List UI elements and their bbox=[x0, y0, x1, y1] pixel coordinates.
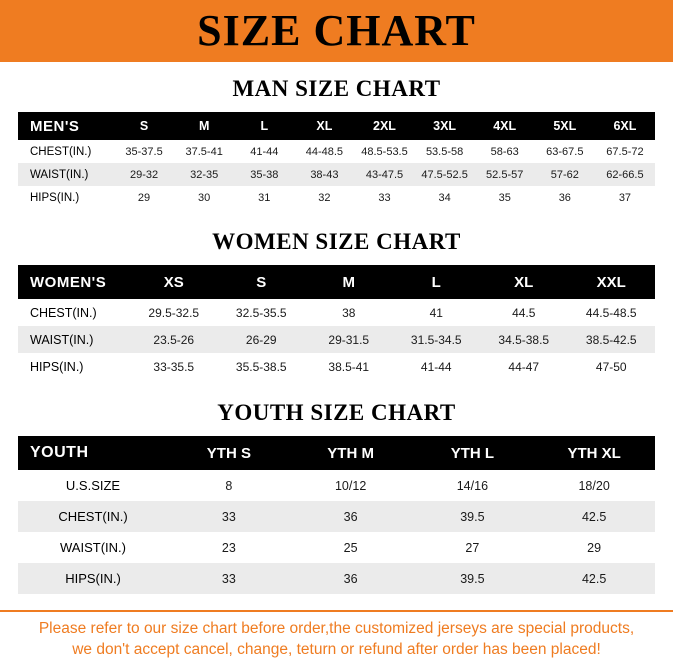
disclaimer-note bbox=[0, 610, 673, 669]
men-header-cell: XL bbox=[316, 119, 333, 133]
women-row-label: HIPS(IN.) bbox=[30, 359, 84, 374]
men-cell: 43-47.5 bbox=[365, 168, 404, 181]
women-row-label: CHEST(IN.) bbox=[30, 305, 97, 320]
men-cell: 35-38 bbox=[250, 168, 279, 181]
table-row bbox=[18, 299, 655, 326]
youth-cell: 29 bbox=[587, 540, 602, 555]
women-cell: 38.5-41 bbox=[328, 359, 370, 374]
men-cell: 32 bbox=[318, 191, 331, 204]
table-row bbox=[18, 186, 655, 209]
spacer-women bbox=[0, 255, 673, 265]
men-row-label: WAIST(IN.) bbox=[30, 168, 89, 181]
women-header-cell: XXL bbox=[596, 273, 626, 291]
women-header-cell: S bbox=[256, 273, 267, 291]
youth-cell: 36 bbox=[343, 509, 358, 524]
men-cell: 35 bbox=[498, 191, 511, 204]
women-row-label: WAIST(IN.) bbox=[30, 332, 94, 347]
men-cell: 52.5-57 bbox=[486, 168, 524, 181]
men-cell: 37.5-41 bbox=[185, 145, 223, 158]
men-cell: 48.5-53.5 bbox=[361, 145, 408, 158]
youth-header-cell: YTH L bbox=[450, 444, 495, 462]
men-cell: 31 bbox=[258, 191, 271, 204]
women-cell: 47-50 bbox=[595, 359, 627, 374]
men-table-body bbox=[18, 140, 655, 209]
youth-header-cell: YTH S bbox=[206, 444, 251, 462]
table-header-row bbox=[18, 112, 655, 140]
women-cell: 38 bbox=[342, 305, 356, 320]
men-cell: 58-63 bbox=[490, 145, 519, 158]
table-row bbox=[18, 563, 655, 594]
women-cell: 33-35.5 bbox=[153, 359, 195, 374]
youth-table-body bbox=[18, 470, 655, 594]
men-table-wrap bbox=[0, 112, 673, 209]
women-cell: 44.5 bbox=[512, 305, 536, 320]
men-header-cell: 3XL bbox=[433, 119, 457, 133]
youth-size-table bbox=[18, 436, 655, 594]
women-header-cell: XS bbox=[163, 273, 184, 291]
men-cell: 35-37.5 bbox=[125, 145, 163, 158]
table-row bbox=[18, 163, 655, 186]
men-cell: 44-48.5 bbox=[305, 145, 344, 158]
youth-cell: 18/20 bbox=[578, 478, 610, 493]
page-banner bbox=[0, 0, 673, 62]
spacer-women-top bbox=[0, 209, 673, 229]
spacer-top bbox=[0, 62, 673, 76]
women-section-heading: WOMEN SIZE CHART bbox=[212, 229, 461, 254]
page-title: SIZE CHART bbox=[197, 5, 476, 55]
women-cell: 41 bbox=[429, 305, 443, 320]
table-row bbox=[18, 532, 655, 563]
youth-row-label: CHEST(IN.) bbox=[58, 509, 128, 524]
table-header-row bbox=[18, 265, 655, 299]
table-row bbox=[18, 326, 655, 353]
women-header-cell: M bbox=[342, 273, 355, 291]
youth-cell: 14/16 bbox=[456, 478, 489, 493]
youth-cell: 25 bbox=[343, 540, 358, 555]
women-cell: 32.5-35.5 bbox=[235, 305, 287, 320]
spacer-men bbox=[0, 102, 673, 112]
men-header-cell: 4XL bbox=[493, 119, 517, 133]
men-cell: 32-35 bbox=[190, 168, 219, 181]
men-cell: 47.5-52.5 bbox=[421, 168, 468, 181]
women-header-cell: L bbox=[431, 273, 441, 291]
youth-cell: 42.5 bbox=[581, 509, 607, 524]
women-cell: 34.5-38.5 bbox=[498, 332, 550, 347]
women-cell: 35.5-38.5 bbox=[235, 359, 287, 374]
women-cell: 29-31.5 bbox=[328, 332, 370, 347]
women-cell: 41-44 bbox=[420, 359, 452, 374]
spacer-youth-top bbox=[0, 380, 673, 400]
men-cell: 34 bbox=[438, 191, 451, 204]
youth-cell: 33 bbox=[221, 509, 236, 524]
spacer-youth bbox=[0, 426, 673, 436]
women-size-table bbox=[18, 265, 655, 380]
men-cell: 37 bbox=[618, 191, 632, 204]
women-cell: 29.5-32.5 bbox=[148, 305, 200, 320]
women-cell: 23.5-26 bbox=[153, 332, 195, 347]
men-header-cell: M bbox=[198, 119, 210, 133]
women-table-head bbox=[18, 265, 655, 299]
men-cell: 29-32 bbox=[129, 168, 159, 181]
men-cell: 67.5-72 bbox=[606, 145, 644, 158]
youth-cell: 23 bbox=[221, 540, 236, 555]
youth-table-wrap bbox=[0, 436, 673, 594]
men-cell: 53.5-58 bbox=[425, 145, 464, 158]
men-cell: 33 bbox=[378, 191, 391, 204]
youth-row-label: U.S.SIZE bbox=[65, 478, 121, 493]
youth-cell: 10/12 bbox=[334, 478, 367, 493]
women-header-label: WOMEN'S bbox=[30, 273, 107, 291]
youth-cell: 36 bbox=[343, 571, 358, 586]
men-size-table bbox=[18, 112, 655, 209]
men-cell: 63-67.5 bbox=[546, 145, 584, 158]
youth-table-head bbox=[18, 436, 655, 470]
men-header-cell: 2XL bbox=[373, 119, 396, 133]
women-header-cell: XL bbox=[514, 273, 534, 291]
youth-cell: 33 bbox=[221, 571, 236, 586]
table-header-row bbox=[18, 436, 655, 470]
women-cell: 26-29 bbox=[245, 332, 277, 347]
youth-cell: 27 bbox=[465, 540, 480, 555]
table-row bbox=[18, 470, 655, 501]
men-cell: 29 bbox=[137, 191, 151, 204]
men-cell: 57-62 bbox=[550, 168, 579, 181]
men-cell: 41-44 bbox=[250, 145, 279, 158]
disclaimer-line-1: Please refer to our size chart before order,the customized jerseys are special products, bbox=[38, 620, 635, 638]
youth-cell: 39.5 bbox=[460, 571, 485, 586]
women-cell: 44-47 bbox=[508, 359, 540, 374]
men-header-label: MEN'S bbox=[30, 117, 80, 135]
men-header-cell: 5XL bbox=[553, 119, 577, 133]
men-table-head bbox=[18, 112, 655, 140]
men-cell: 30 bbox=[198, 191, 211, 204]
youth-row-label: HIPS(IN.) bbox=[65, 571, 121, 586]
youth-header-cell: YTH M bbox=[327, 444, 374, 462]
men-header-cell: S bbox=[139, 119, 149, 133]
men-cell: 38-43 bbox=[310, 168, 339, 181]
disclaimer-line-2: we don't accept cancel, change, teturn or refund after order has been placed! bbox=[72, 641, 601, 659]
table-row bbox=[18, 353, 655, 380]
table-row bbox=[18, 501, 655, 532]
men-section-heading: MAN SIZE CHART bbox=[232, 76, 441, 101]
men-cell: 62-66.5 bbox=[606, 168, 644, 181]
men-header-cell: 6XL bbox=[613, 119, 637, 133]
table-row bbox=[18, 140, 655, 163]
women-cell: 44.5-48.5 bbox=[585, 305, 637, 320]
men-row-label: HIPS(IN.) bbox=[30, 191, 80, 204]
men-header-cell: L bbox=[260, 119, 269, 133]
youth-cell: 42.5 bbox=[581, 571, 607, 586]
youth-cell: 8 bbox=[225, 478, 233, 493]
youth-header-cell: YTH XL bbox=[567, 444, 621, 462]
youth-row-label: WAIST(IN.) bbox=[60, 540, 126, 555]
youth-section-heading: YOUTH SIZE CHART bbox=[217, 400, 456, 425]
men-cell: 36 bbox=[558, 191, 571, 204]
women-cell: 38.5-42.5 bbox=[585, 332, 637, 347]
women-table-body bbox=[18, 299, 655, 380]
youth-cell: 39.5 bbox=[460, 509, 485, 524]
men-row-label: CHEST(IN.) bbox=[30, 145, 92, 158]
youth-header-label: YOUTH bbox=[30, 444, 89, 461]
women-cell: 31.5-34.5 bbox=[410, 332, 462, 347]
women-table-wrap bbox=[0, 265, 673, 380]
